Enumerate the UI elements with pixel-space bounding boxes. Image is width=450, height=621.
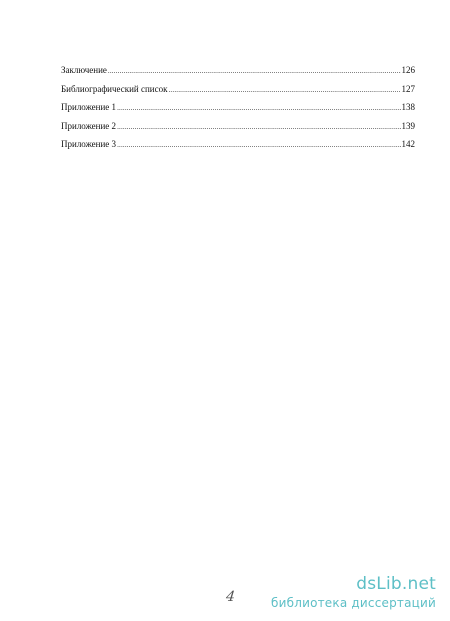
toc-entry-bibliography <box>61 80 415 99</box>
toc-entry-page: 138 <box>401 102 415 113</box>
toc-entry-page: 127 <box>401 83 415 94</box>
toc-entry-page: 139 <box>401 120 415 131</box>
toc-entry-page: 142 <box>401 139 415 150</box>
page-number: 4 <box>225 589 236 605</box>
toc-leader-dots <box>117 99 400 118</box>
toc-entry-appendix-1 <box>61 98 415 117</box>
toc-entry-label: Приложение 1 <box>61 102 117 113</box>
toc-entry-conclusion <box>61 61 415 80</box>
watermark-logo: dsLib.net <box>356 574 436 594</box>
toc-entry-label: Заключение <box>61 65 107 75</box>
toc-entry-label: Библиографический список <box>61 83 168 94</box>
toc-entry-page: 126 <box>401 65 415 75</box>
toc-entry-appendix-3 <box>61 135 415 154</box>
watermark <box>271 576 436 609</box>
watermark-subtitle: библиотека диссертаций <box>271 596 436 610</box>
toc-leader-dots <box>108 62 401 81</box>
toc-leader-dots <box>117 136 400 155</box>
toc-entry-label: Приложение 3 <box>61 139 117 150</box>
toc-leader-dots <box>168 81 400 100</box>
table-of-contents <box>61 61 415 154</box>
toc-entry-label: Приложение 2 <box>61 120 117 131</box>
toc-leader-dots <box>117 118 400 137</box>
toc-entry-appendix-2 <box>61 117 415 136</box>
